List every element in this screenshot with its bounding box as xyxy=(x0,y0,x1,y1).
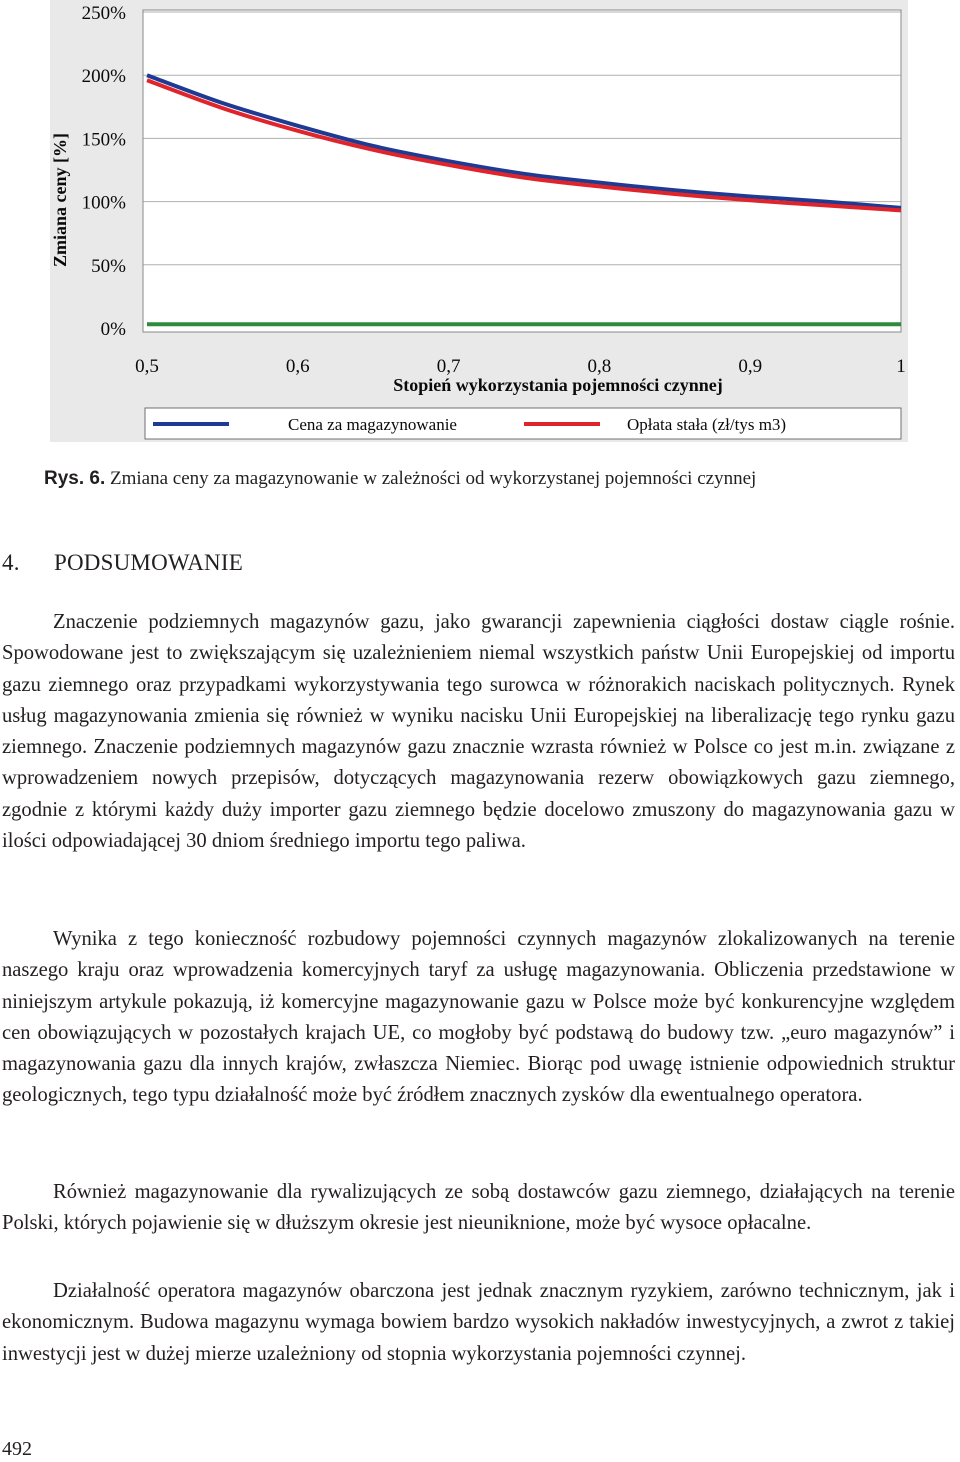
paragraph: Znaczenie podziemnych magazynów gazu, jako gwarancji zapewnienia ciągłości dostaw ciągle rośnie. Spowodowane jest to zwiększającym się uzależnieniem niemal wszystkich państw Unii Europejskiej od importu gazu ziemnego oraz przypadkami wykorzystywania tego surowca w różnorakich naciskach politycznych. Rynek usług magazynowania zmienia się również w wyniku nacisku Unii Europejskiej na liberalizację tego rynku gazu ziemnego. Znaczenie podziemnych magazynów gazu znacznie wzrasta również w Polsce co jest m.in. związane z wprowadzeniem nowych przepisów, dotyczących magazynowania rezerw obowiązkowych gazu ziemnego, zgodnie z którymi każdy duży importer gazu ziemnego będzie docelowo zmuszony do magazynowania gazu w ilości odpowiadającej 30 dniom średniego importu tego paliwa. xyxy=(2,611,955,853)
paragraph-1-block xyxy=(2,607,955,857)
x-tick-label: 0,8 xyxy=(587,356,612,377)
y-tick-label: 50% xyxy=(91,255,126,277)
figure xyxy=(50,0,908,442)
x-tick-label: 1 xyxy=(896,356,906,377)
section-title: PODSUMOWANIE xyxy=(54,550,243,575)
y-tick-label: 100% xyxy=(81,192,126,214)
y-tick-label: 0% xyxy=(100,319,126,340)
price-change-chart xyxy=(50,0,908,442)
paragraph: Wynika z tego konieczność rozbudowy pojemności czynnych magazynów zlokalizowanych na terenie naszego kraju oraz wprowadzenia komercyjnych taryf za usługę magazynowania. Obliczenia przedstawione w niniejszym artykule pokazują, iż komercyjne magazynowanie gazu w Polsce może być konkurencyjne względem cen obowiązujących w pozostałych krajach UE, co mogłoby być podstawą do budowy tzw. „euro magazynów” i magazynowania gazu dla innych krajów, zwłaszcza Niemiec. Biorąc pod uwagę istnienie odpowiednich struktur geologicznych, tego typu działalność może być źródłem znacznych zysków dla ewentualnego operatora. xyxy=(2,928,955,1107)
page-number: 492 xyxy=(2,1438,32,1460)
y-tick-label: 150% xyxy=(81,129,126,151)
paragraph-2-block xyxy=(2,924,955,1112)
x-tick-label: 0,5 xyxy=(135,356,159,377)
figure-caption-text: Zmiana ceny za magazynowanie w zależności od wykorzystanej pojemności czynnej xyxy=(110,468,757,489)
y-tick-label: 200% xyxy=(81,66,126,88)
legend-label-2: Opłata stała (zł/tys m3) xyxy=(627,415,787,434)
section-heading xyxy=(2,550,243,576)
paragraph-4-block xyxy=(2,1276,955,1370)
paragraph: Również magazynowanie dla rywalizujących ze sobą dostawców gazu ziemnego, działających na terenie Polski, których pojawienie się w dłuższym okresie jest nieuniknione, może być wysoce opłacalne. xyxy=(2,1181,955,1235)
figure-caption-label: Rys. 6. xyxy=(44,468,106,489)
section-number: 4. xyxy=(2,550,20,575)
x-tick-label: 0,6 xyxy=(285,356,310,377)
x-axis-title: Stopień wykorzystania pojemności czynnej xyxy=(393,375,723,395)
figure-caption xyxy=(44,468,756,490)
paragraph-3-block xyxy=(2,1177,955,1240)
paragraph: Działalność operatora magazynów obarczona jest jednak znacznym ryzykiem, zarówno technicznym, jak i ekonomicznym. Budowa magazynu wymaga bowiem bardzo wysokich nakładów inwestycyjnych, a zwrot z takiej inwestycji jest w dużej mierze uzależniony od stopnia wykorzystania pojemności czynnej. xyxy=(2,1280,955,1365)
legend-label-1: Cena za magazynowanie xyxy=(288,415,457,434)
legend xyxy=(145,408,901,439)
y-axis-title: Zmiana ceny [%] xyxy=(50,133,70,267)
y-tick-label: 250% xyxy=(81,3,126,24)
x-tick-label: 0,7 xyxy=(436,356,461,377)
plot-area xyxy=(143,10,901,332)
legend-box xyxy=(145,408,901,439)
x-tick-label: 0,9 xyxy=(738,356,763,377)
